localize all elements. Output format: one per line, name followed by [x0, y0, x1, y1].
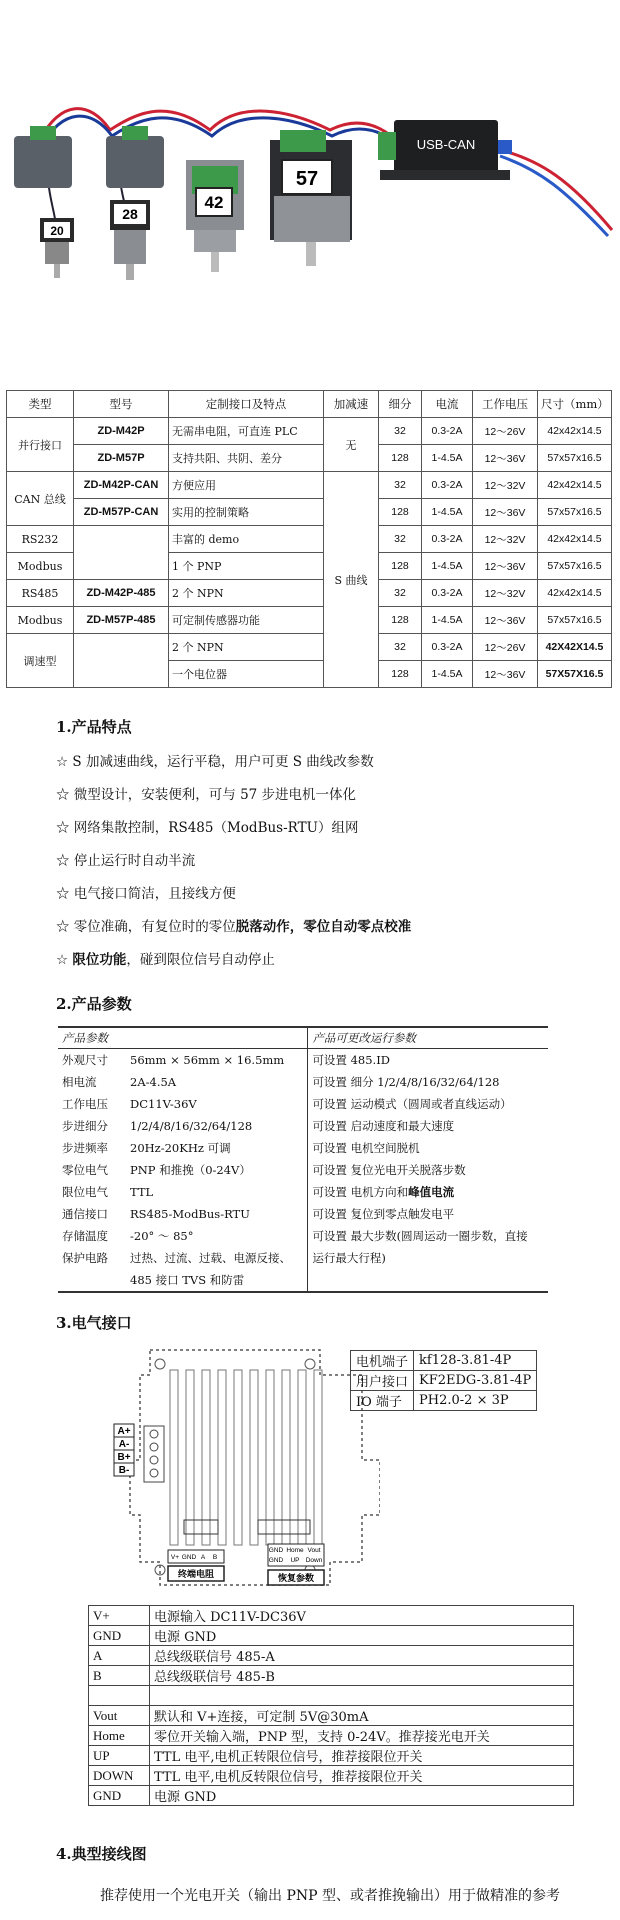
param-value: RS485-ModBus-RTU [126, 1203, 308, 1225]
size-cell: 57x57x16.5 [538, 499, 612, 526]
pin-name: B [89, 1666, 150, 1686]
star-icon: ☆ [56, 820, 70, 836]
param-left-header: 产品参数 [58, 1027, 308, 1049]
feature-text: 微型设计，安装便利，可与 57 步进电机一体化 [73, 787, 357, 803]
pin-row [89, 1726, 574, 1746]
param-label: 外观尺寸 [62, 1053, 108, 1067]
size-cell: 42x42x14.5 [538, 580, 612, 607]
param-right-header: 产品可更改运行参数 [308, 1027, 548, 1049]
product-spec-table [6, 390, 612, 688]
reset-label-up: UP [290, 1557, 300, 1564]
spec-row [7, 418, 612, 445]
section-title-params: 2.产品参数 [56, 995, 132, 1013]
spec-row [7, 607, 612, 634]
param-label: 保护电路 [62, 1251, 108, 1265]
pin-label-a-minus: A- [118, 1439, 130, 1450]
feature-cell: 1 个 PNP [169, 553, 324, 580]
pin-name [89, 1686, 150, 1706]
param-settable [308, 1181, 548, 1203]
current-cell: 1-4.5A [422, 553, 473, 580]
feature-text: S 加减速曲线，运行平稳，用户可更 S 曲线改参数 [72, 754, 374, 770]
param-row [58, 1225, 548, 1247]
spec-header: 尺寸（mm） [538, 391, 612, 418]
size-cell: 42x42x14.5 [538, 472, 612, 499]
spec-header: 细分 [379, 391, 422, 418]
motor-label-28: 28 [122, 206, 138, 222]
model-cell: ZD-M57P [74, 445, 169, 472]
spec-header: 定制接口及特点 [169, 391, 324, 418]
feature-text: 停止运行时自动半流 [73, 853, 196, 869]
pin-name: UP [89, 1746, 150, 1766]
current-cell: 1-4.5A [422, 607, 473, 634]
wiring-paragraph: 推荐使用一个光电开关（输出 PNP 型、或者推挽输出）用于做精准的参考 [100, 1888, 560, 1904]
current-cell: 0.3-2A [422, 526, 473, 553]
current-cell: 0.3-2A [422, 418, 473, 445]
spec-row [7, 445, 612, 472]
term-caption: 终端电阻 [177, 1570, 215, 1580]
type-cell: Modbus [7, 607, 74, 634]
size-cell: 42x42x14.5 [538, 526, 612, 553]
div-cell: 128 [379, 553, 422, 580]
size-cell: 42x42x14.5 [538, 418, 612, 445]
type-cell: RS485 [7, 580, 74, 607]
port-row [351, 1351, 537, 1371]
pin-name: A [89, 1646, 150, 1666]
voltage-cell: 12～36V [473, 607, 538, 634]
feature-text: 网络集散控制，RS485（ModBus-RTU）组网 [73, 820, 359, 836]
param-settable: 可设置 电机空间脱机 [312, 1141, 420, 1155]
pin-row [89, 1646, 574, 1666]
feature-bold-text: 限位功能 [72, 952, 127, 968]
current-cell: 0.3-2A [422, 580, 473, 607]
star-icon: ☆ [56, 952, 69, 968]
feature-item [56, 785, 576, 818]
param-label: 步进细分 [62, 1119, 108, 1133]
param-value: 485 接口 TVS 和防雷 [126, 1269, 308, 1292]
param-value: PNP 和推挽（0-24V） [126, 1159, 308, 1181]
pin-label-a-plus: A+ [117, 1426, 131, 1437]
pin-desc: 总线级联信号 485-B [150, 1666, 574, 1686]
param-settable: 可设置 复位到零点触发电平 [312, 1207, 455, 1221]
feature-item [56, 917, 576, 950]
reset-caption: 恢复参数 [277, 1574, 315, 1584]
voltage-cell: 12～32V [473, 580, 538, 607]
star-icon: ☆ [56, 886, 70, 902]
term-label-vplus: V+ [170, 1554, 180, 1561]
pin-desc: 总线级联信号 485-A [150, 1646, 574, 1666]
current-cell: 1-4.5A [422, 445, 473, 472]
voltage-cell: 12～26V [473, 634, 538, 661]
param-row [58, 1115, 548, 1137]
pin-name: V+ [89, 1606, 150, 1626]
spec-header: 电流 [422, 391, 473, 418]
voltage-cell: 12～26V [473, 418, 538, 445]
param-label: 零位电气 [62, 1163, 108, 1177]
spec-header: 型号 [74, 391, 169, 418]
param-row [58, 1093, 548, 1115]
pin-label-b-plus: B+ [117, 1452, 131, 1463]
accel-cell: S 曲线 [324, 472, 379, 688]
port-value: KF2EDG-3.81-4P [414, 1371, 537, 1391]
div-cell: 128 [379, 445, 422, 472]
param-value: -20° ～ 85° [126, 1225, 308, 1247]
pin-desc: 电源输入 DC11V-DC36V [150, 1606, 574, 1626]
pin-name: GND [89, 1786, 150, 1806]
param-label: 限位电气 [62, 1185, 108, 1199]
param-label: 步进频率 [62, 1141, 108, 1155]
feature-item [56, 884, 576, 917]
pin-name: DOWN [89, 1766, 150, 1786]
model-cell-empty [74, 526, 169, 580]
reset-label-gnd2: GND [268, 1557, 284, 1564]
feature-cell: 2 个 NPN [169, 580, 324, 607]
param-row [58, 1159, 548, 1181]
star-icon: ☆ [56, 919, 70, 935]
spec-table-header-row [7, 391, 612, 418]
feature-text: 零位准确，有复位时的零位 [73, 919, 236, 935]
pin-row [89, 1666, 574, 1686]
div-cell: 32 [379, 526, 422, 553]
reset-label-home: Home [286, 1547, 304, 1554]
pin-desc: TTL 电平,电机反转限位信号，推荐接限位开关 [150, 1766, 574, 1786]
usb-can-label: USB-CAN [416, 137, 476, 152]
port-name: IO 端子 [351, 1391, 414, 1411]
model-cell: ZD-M42P-485 [74, 580, 169, 607]
feature-text: 电气接口简洁，且接线方便 [73, 886, 236, 902]
current-cell: 1-4.5A [422, 661, 473, 688]
current-cell: 1-4.5A [422, 499, 473, 526]
feature-item [56, 818, 576, 851]
pin-desc [150, 1686, 574, 1706]
feature-list [56, 752, 576, 983]
term-label-a: A [200, 1554, 206, 1561]
feature-item [56, 851, 576, 884]
param-settable-bold: 峰值电流 [408, 1185, 455, 1199]
param-settable [308, 1269, 548, 1292]
param-row [58, 1137, 548, 1159]
div-cell: 128 [379, 607, 422, 634]
reset-label-down: Down [305, 1557, 323, 1564]
voltage-cell: 12～36V [473, 553, 538, 580]
feature-cell: 丰富的 demo [169, 526, 324, 553]
voltage-cell: 12～32V [473, 526, 538, 553]
port-value: PH2.0-2 × 3P [414, 1391, 537, 1411]
spec-row [7, 580, 612, 607]
param-value: 2A-4.5A [126, 1071, 308, 1093]
star-icon: ☆ [56, 754, 69, 770]
size-cell: 57X57X16.5 [538, 661, 612, 688]
param-settable: 运行最大行程) [312, 1251, 386, 1265]
spec-row [7, 526, 612, 553]
reset-label-vout: Vout [307, 1547, 321, 1554]
feature-cell: 一个电位器 [169, 661, 324, 688]
motor-label-57: 57 [295, 168, 319, 190]
pin-row [89, 1746, 574, 1766]
model-cell: ZD-M42P-CAN [74, 472, 169, 499]
size-cell: 57x57x16.5 [538, 607, 612, 634]
pin-table [88, 1605, 574, 1806]
feature-item [56, 752, 576, 785]
voltage-cell: 12～32V [473, 472, 538, 499]
section-title-wiring: 4.典型接线图 [56, 1845, 147, 1863]
param-settable: 可设置 细分 1/2/4/8/16/32/64/128 [312, 1075, 500, 1089]
div-cell: 32 [379, 418, 422, 445]
param-label: 通信接口 [62, 1207, 108, 1221]
param-settable: 可设置 启动速度和最大速度 [312, 1119, 455, 1133]
param-row [58, 1203, 548, 1225]
term-label-gnd: GND [181, 1554, 197, 1561]
size-cell: 42X42X14.5 [538, 634, 612, 661]
feature-item [56, 950, 576, 983]
port-row [351, 1371, 537, 1391]
param-label [58, 1269, 126, 1292]
param-value: DC11V-36V [126, 1093, 308, 1115]
param-label: 存储温度 [62, 1229, 108, 1243]
size-cell: 57x57x16.5 [538, 445, 612, 472]
pin-name: Vout [89, 1706, 150, 1726]
param-settable: 可设置 运动模式（圆周或者直线运动） [312, 1097, 512, 1111]
type-cell: 调速型 [7, 634, 74, 688]
feature-cell: 支持共阳、共阴、差分 [169, 445, 324, 472]
voltage-cell: 12～36V [473, 445, 538, 472]
div-cell: 32 [379, 634, 422, 661]
param-value: 56mm × 56mm × 16.5mm [126, 1049, 308, 1072]
section-title-electrical: 3.电气接口 [56, 1314, 132, 1332]
voltage-cell: 12～36V [473, 661, 538, 688]
model-cell: ZD-M57P-CAN [74, 499, 169, 526]
pin-row [89, 1606, 574, 1626]
param-settable: 可设置 最大步数(圆周运动一圈步数，直接 [312, 1229, 528, 1243]
motor-label-20: 20 [50, 224, 64, 238]
board-outline-diagram [100, 1340, 380, 1598]
section-title-features: 1.产品特点 [56, 718, 132, 736]
pin-row [89, 1766, 574, 1786]
model-cell: ZD-M57P-485 [74, 607, 169, 634]
param-row [58, 1269, 548, 1292]
param-row [58, 1181, 548, 1203]
type-cell: RS232 [7, 526, 74, 553]
param-value: 1/2/4/8/16/32/64/128 [126, 1115, 308, 1137]
spec-header: 工作电压 [473, 391, 538, 418]
star-icon: ☆ [56, 787, 70, 803]
feature-cell: 方便应用 [169, 472, 324, 499]
size-cell: 57x57x16.5 [538, 553, 612, 580]
pin-row [89, 1706, 574, 1726]
spec-row [7, 634, 612, 661]
port-name: 电机端子 [351, 1351, 414, 1371]
spec-header: 类型 [7, 391, 74, 418]
param-table [58, 1026, 548, 1293]
voltage-cell: 12～36V [473, 499, 538, 526]
spec-header: 加减速 [324, 391, 379, 418]
current-cell: 0.3-2A [422, 634, 473, 661]
param-label: 相电流 [62, 1075, 97, 1089]
motor-label-42: 42 [204, 193, 224, 212]
pin-row-spacer [89, 1686, 574, 1706]
accel-cell: 无 [324, 418, 379, 472]
model-cell-empty [74, 634, 169, 688]
feature-cell: 可定制传感器功能 [169, 607, 324, 634]
param-settable: 可设置 485.ID [312, 1053, 390, 1067]
param-row [58, 1247, 548, 1269]
pin-desc: 默认和 V+连接，可定制 5V@30mA [150, 1706, 574, 1726]
type-cell: 并行接口 [7, 418, 74, 472]
star-icon: ☆ [56, 853, 70, 869]
div-cell: 32 [379, 472, 422, 499]
product-photo [0, 0, 620, 370]
feature-cell: 无需串电阻，可直连 PLC [169, 418, 324, 445]
pin-row [89, 1786, 574, 1806]
param-row [58, 1071, 548, 1093]
term-label-b: B [212, 1554, 218, 1561]
port-row [351, 1391, 537, 1411]
type-cell: CAN 总线 [7, 472, 74, 526]
param-settable: 可设置 复位光电开关脱落步数 [312, 1163, 466, 1177]
port-value: kf128-3.81-4P [414, 1351, 537, 1371]
spec-row [7, 499, 612, 526]
current-cell: 0.3-2A [422, 472, 473, 499]
pin-desc: 电源 GND [150, 1786, 574, 1806]
param-value: TTL [126, 1181, 308, 1203]
feature-text: ，碰到限位信号自动停止 [126, 952, 275, 968]
param-header-row [58, 1027, 548, 1049]
feature-cell: 实用的控制策略 [169, 499, 324, 526]
param-value: 20Hz-20KHz 可调 [126, 1137, 308, 1159]
reset-label-gnd1: GND [268, 1547, 284, 1554]
pin-desc: 电源 GND [150, 1626, 574, 1646]
pin-desc: TTL 电平,电机正转限位信号，推荐接限位开关 [150, 1746, 574, 1766]
port-name: 用户接口 [351, 1371, 414, 1391]
pin-label-b-minus: B- [118, 1465, 130, 1476]
param-row [58, 1049, 548, 1072]
pin-row [89, 1626, 574, 1646]
param-settable-text: 可设置 电机方向和 [312, 1185, 409, 1199]
param-label: 工作电压 [62, 1097, 108, 1111]
model-cell: ZD-M42P [74, 418, 169, 445]
pin-desc: 零位开关输入端，PNP 型，支持 0-24V。推荐接光电开关 [150, 1726, 574, 1746]
feature-cell: 2 个 NPN [169, 634, 324, 661]
port-table [350, 1350, 537, 1411]
spec-row [7, 472, 612, 499]
div-cell: 128 [379, 499, 422, 526]
pin-name: Home [89, 1726, 150, 1746]
param-value: 过热、过流、过载、电源反接、 [126, 1247, 308, 1269]
div-cell: 32 [379, 580, 422, 607]
div-cell: 128 [379, 661, 422, 688]
feature-bold-text: 脱落动作，零位自动零点校准 [235, 919, 412, 935]
pin-name: GND [89, 1626, 150, 1646]
type-cell: Modbus [7, 553, 74, 580]
